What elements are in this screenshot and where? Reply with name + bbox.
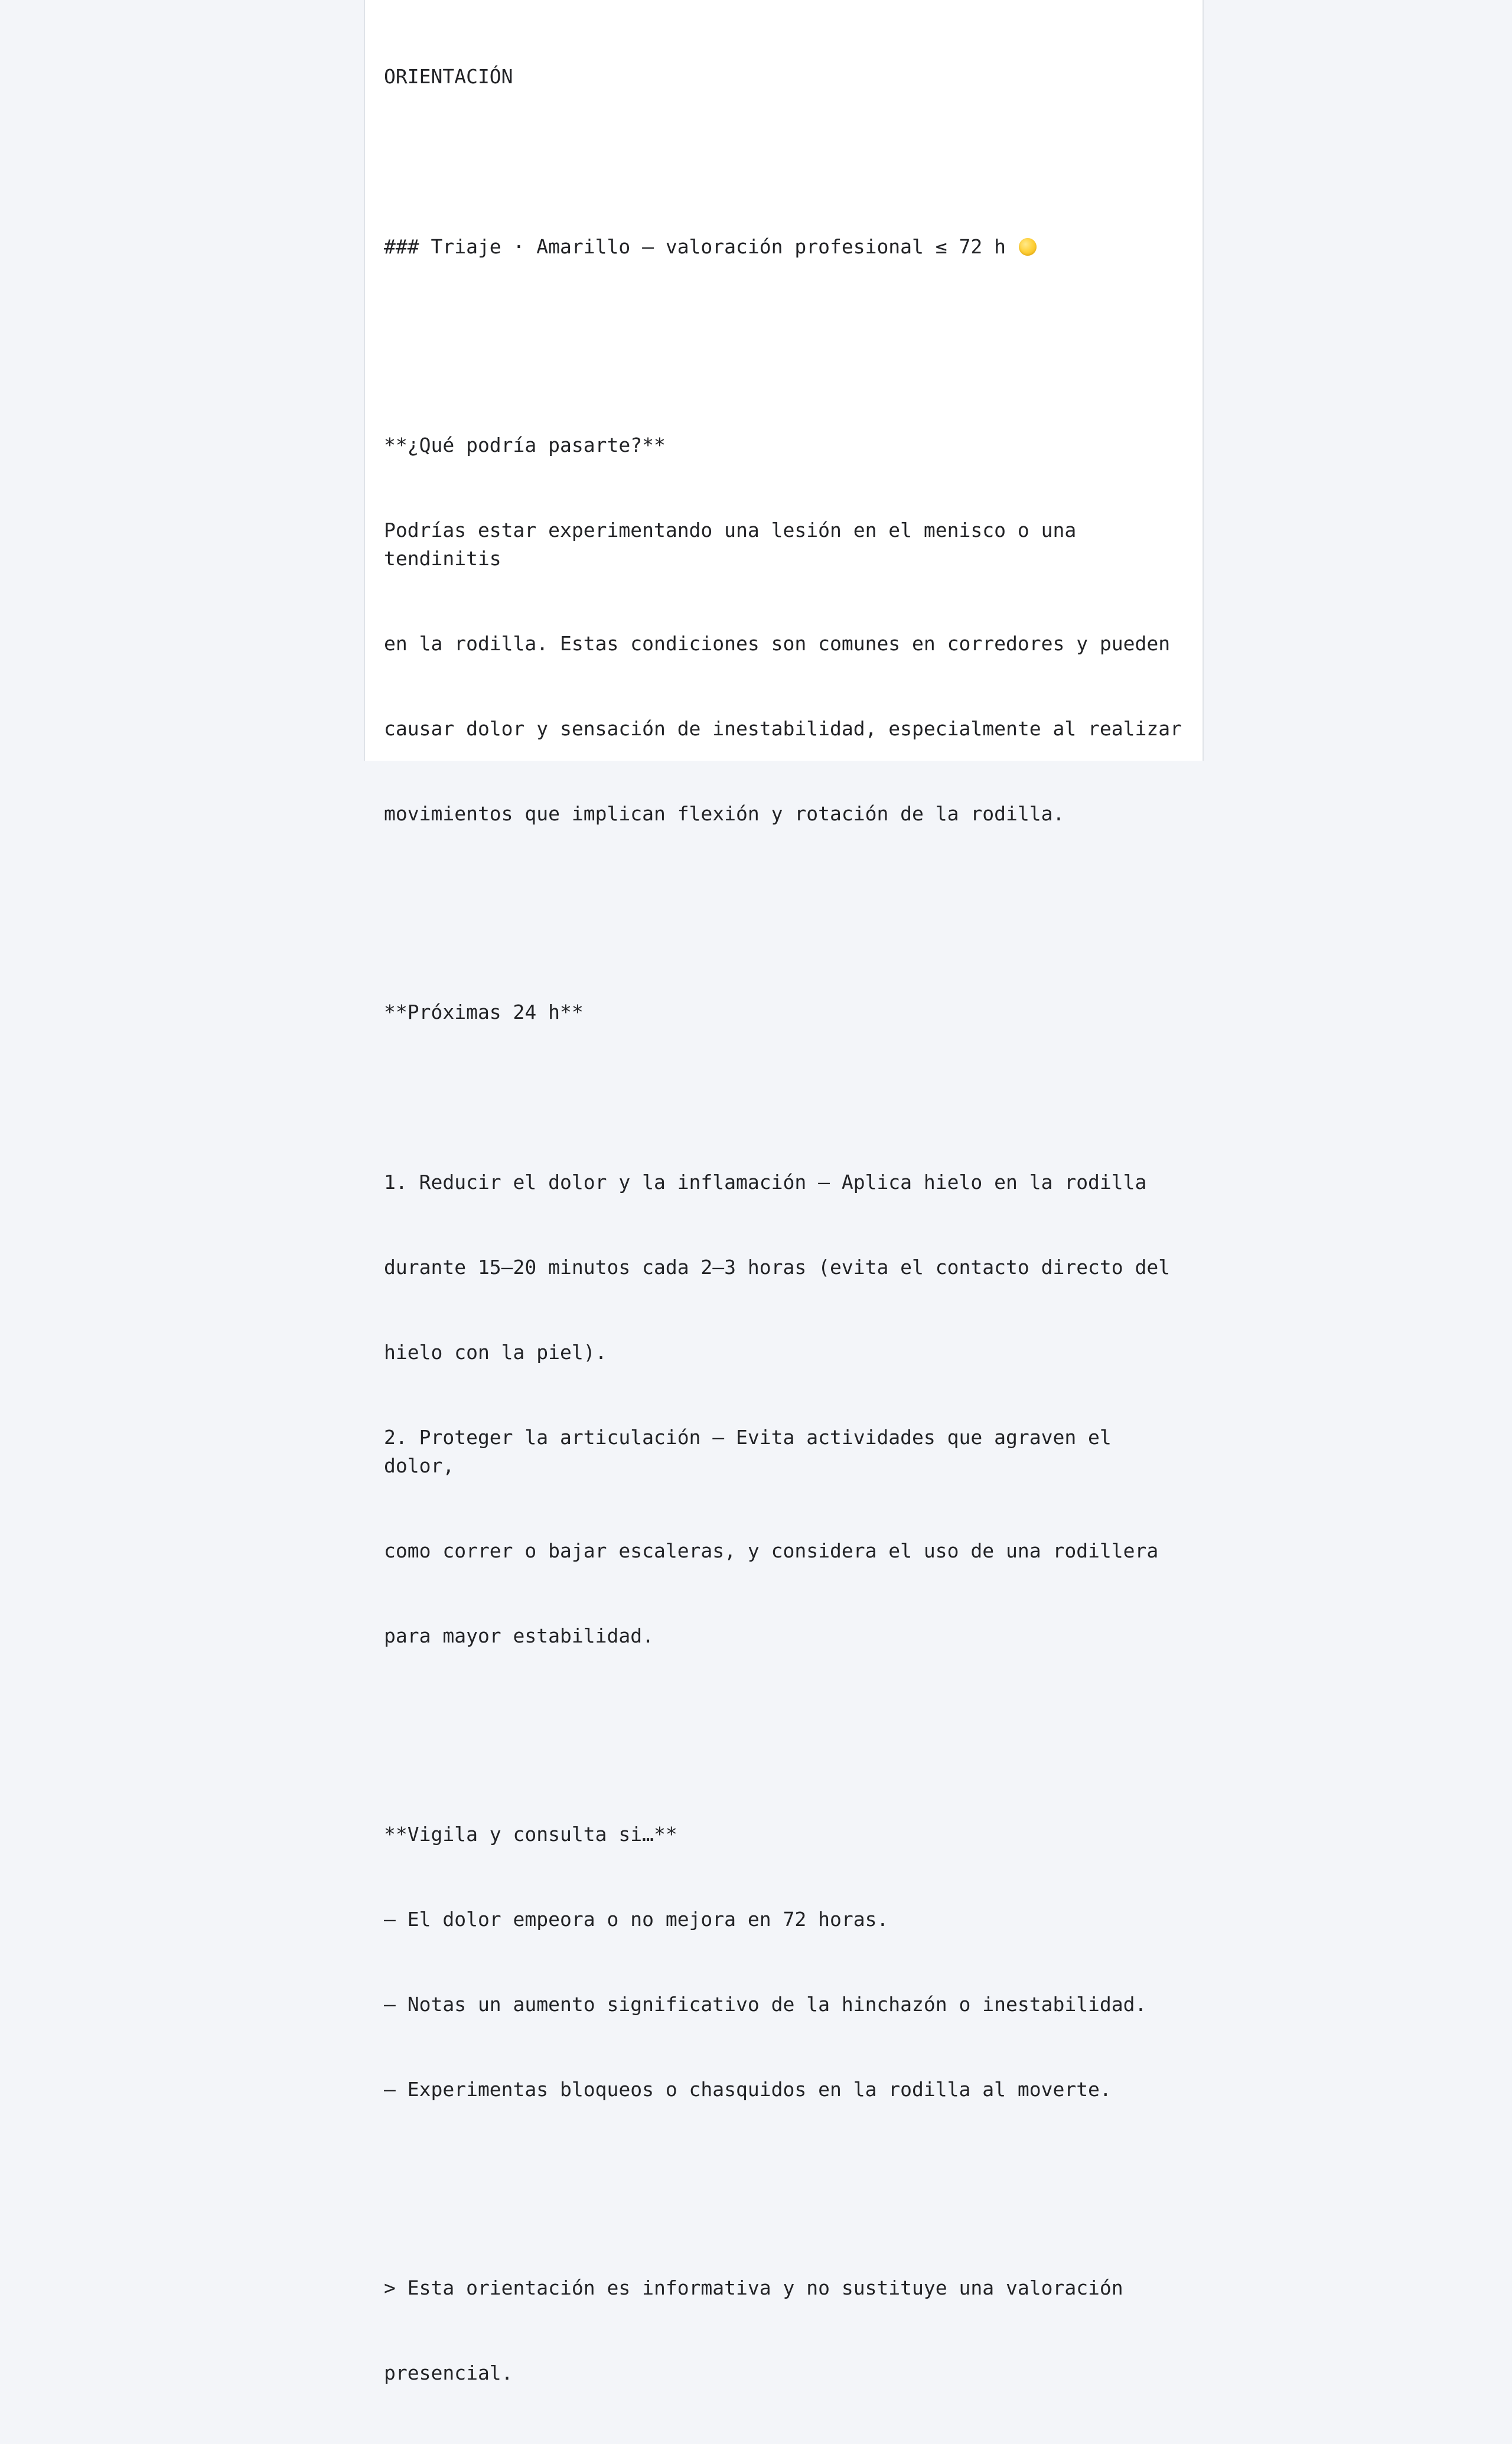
section-watch-title: **Vigila y consulta si…** — [384, 1823, 677, 1846]
section-next-line: como correr o bajar escaleras, y considera el uso de una rodillera — [384, 1539, 1159, 1562]
spacer — [384, 1707, 1193, 1735]
section-what-line: en la rodilla. Estas condiciones son comunes en corredores y pueden — [384, 632, 1171, 655]
section-watch-line: — Experimentas bloqueos o chasquidos en la rodilla al moverte. — [384, 2078, 1112, 2101]
section-watch-line: — Notas un aumento significativo de la hinchazón o inestabilidad. — [384, 1993, 1147, 2016]
section-what-line: movimientos que implican flexión y rotación de la rodilla. — [384, 802, 1065, 825]
spacer — [384, 148, 1193, 176]
section-what-line: causar dolor y sensación de inestabilidad, especialmente al realizar — [384, 717, 1182, 740]
spacer — [384, 1083, 1193, 1112]
yellow-circle-icon — [1019, 238, 1037, 256]
section-next-line: 2. Proteger la articulación — Evita actividades que agraven el dolor, — [384, 1426, 1123, 1477]
heading: ORIENTACIÓN — [384, 65, 513, 88]
section-next-line: 1. Reducir el dolor y la inflamación — Aplica hielo en la rodilla — [384, 1171, 1147, 1194]
section-watch-line: — El dolor empeora o no mejora en 72 horas. — [384, 1908, 889, 1931]
section-what-title: **¿Qué podría pasarte?** — [384, 434, 666, 457]
disclaimer-line: presencial. — [384, 2361, 513, 2384]
spacer — [384, 885, 1193, 913]
section-next-line: hielo con la piel). — [384, 1341, 607, 1364]
section-next-line: para mayor estabilidad. — [384, 1624, 654, 1647]
spacer — [384, 2161, 1193, 2189]
response-panel — [364, 0, 1204, 2384]
triage-text: ### Triaje · Amarillo — valoración profesional ≤ 72 h — [384, 235, 1006, 258]
disclaimer-line: > Esta orientación es informativa y no sustituye una valoración — [384, 2276, 1123, 2299]
orientation-text — [384, 6, 1193, 2444]
section-what-line: Podrías estar experimentando una lesión en el menisco o una tendinitis — [384, 519, 1089, 570]
triage-line — [384, 233, 1193, 261]
section-next-line: durante 15–20 minutos cada 2–3 horas (evita el contacto directo del — [384, 1256, 1171, 1279]
spacer — [384, 318, 1193, 346]
section-next-title: **Próximas 24 h** — [384, 1001, 584, 1024]
